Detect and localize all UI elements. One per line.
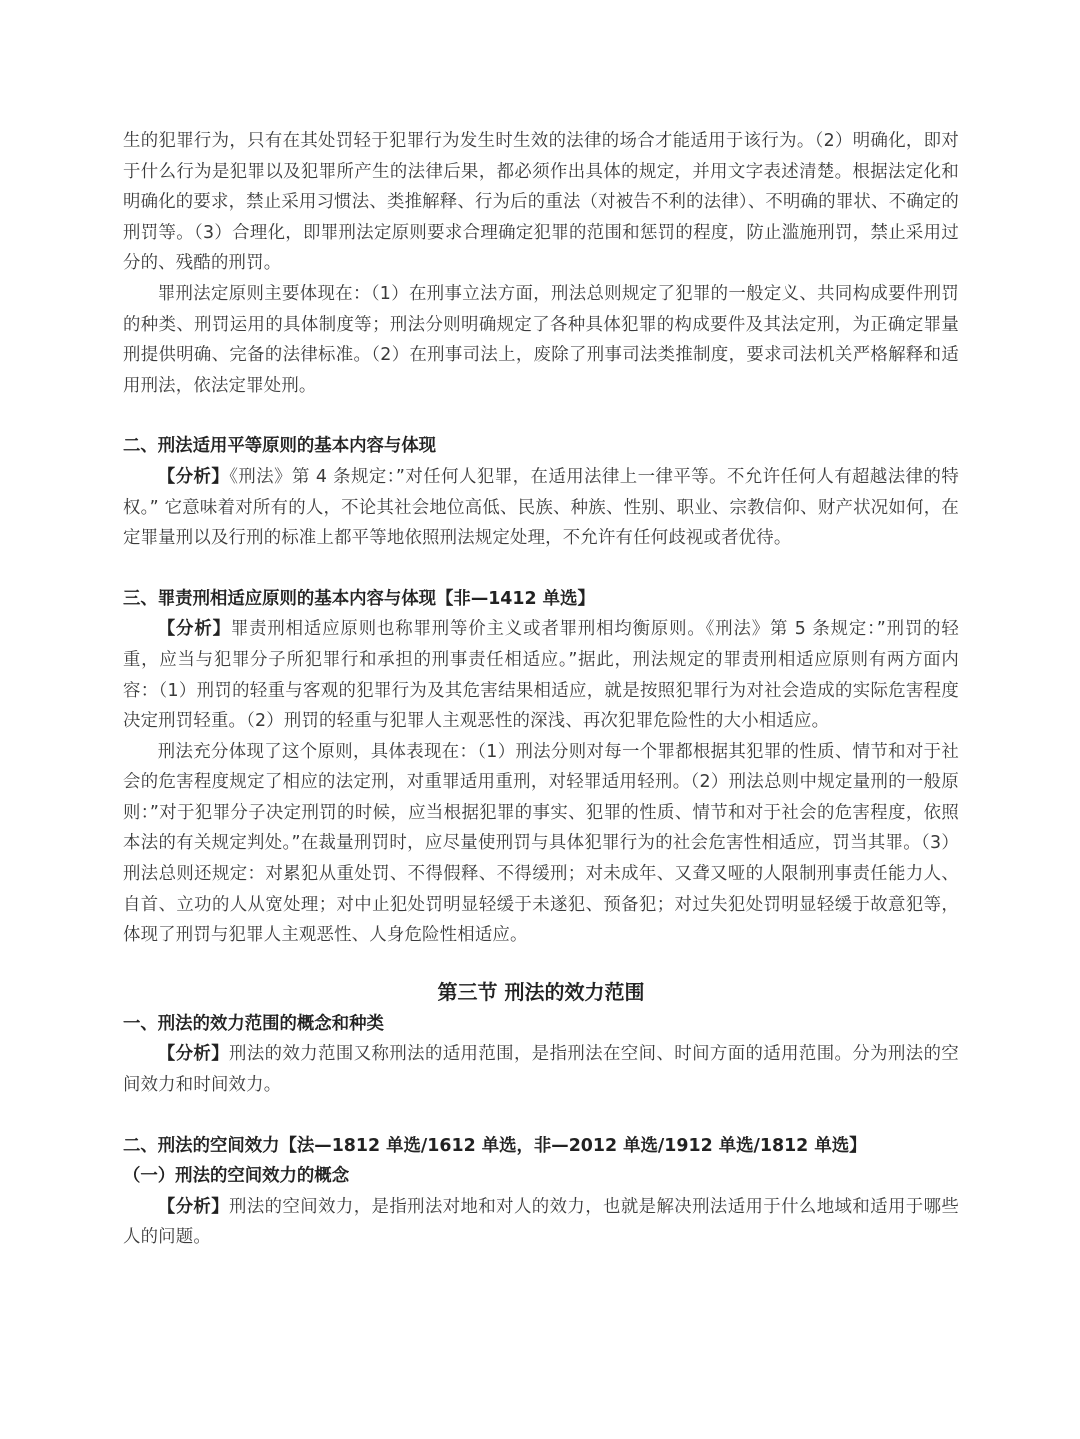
spatial-analysis-paragraph: [123, 1192, 959, 1253]
scope-analysis-text: 刑法的效力范围又称刑法的适用范围，是指刑法在空间、时间方面的适用范围。分为刑法的空间效力和时间效力。: [123, 1044, 959, 1096]
equality-analysis-text: 《刑法》第 4 条规定：”对任何人犯罪，在适用法律上一律平等。不允许任何人有超越法律的特权。” 它意味着对所有的人，不论其社会地位高低、民族、种族、性别、职业、宗教信仰、财产状况如何，在定罪量刑以及行刑的标准上都平等地依照刑法规定处理，不允许有任何歧视或者优待。: [123, 466, 959, 549]
spacer: [123, 951, 959, 975]
spacer: [123, 401, 959, 431]
proportionality-paragraph-2: 刑法充分体现了这个原则，具体表现在：（1）刑法分则对每一个罪都根据其犯罪的性质、情节和对于社会的危害程度规定了相应的法定刑，对重罪适用重刑，对轻罪适用轻刑。（2）刑法总则中规定量刑的一般原则：”对于犯罪分子决定刑罚的时候，应当根据犯罪的事实、犯罪的性质、情节和对于社会的危害程度，依照本法的有关规定判处。”在裁量刑罚时，应尽量使刑罚与具体犯罪行为的社会危害性相适应，罚当其罪。（3）刑法总则还规定：对累犯从重处罚、不得假释、不得缓刑；对未成年、又聋又哑的人限制刑事责任能力人、自首、立功的人从宽处理；对中止犯处罚明显轻缓于未遂犯、预备犯；对过失犯处罚明显轻缓于故意犯等，体现了刑罚与犯罪人主观恶性、人身危险性相适应。: [123, 741, 959, 946]
analysis-tag: 【分析】: [157, 466, 230, 487]
spacer: [123, 1101, 959, 1131]
document-page: [123, 126, 959, 1253]
intro-paragraph-2: 罪刑法定原则主要体现在：（1）在刑事立法方面，刑法总则规定了犯罪的一般定义、共同构成要件刑罚的种类、刑罚运用的具体制度等；刑法分则明确规定了各种具体犯罪的构成要件及其法定刑，为正确定罪量刑提供明确、完备的法律标准。（2）在刑事司法上，废除了刑事司法类推制度，要求司法机关严格解释和适用刑法，依法定罪处刑。: [123, 283, 959, 396]
analysis-tag: 【分析】: [157, 1196, 230, 1217]
equality-analysis-paragraph: [123, 462, 959, 554]
proportionality-analysis-paragraph: [123, 614, 959, 736]
section-heading-proportionality: 三、罪责刑相适应原则的基本内容与体现【非—1412 单选】: [123, 588, 595, 609]
section-heading-equality: 二、刑法适用平等原则的基本内容与体现: [123, 436, 437, 457]
analysis-tag: 【分析】: [157, 619, 231, 640]
spacer: [123, 554, 959, 584]
analysis-tag: 【分析】: [157, 1044, 230, 1065]
section-heading-scope: 一、刑法的效力范围的概念和种类: [123, 1013, 384, 1034]
subsection-heading-spatial-concept: （一）刑法的空间效力的概念: [123, 1166, 350, 1187]
scope-analysis-paragraph: [123, 1039, 959, 1100]
intro-paragraph-1: 生的犯罪行为，只有在其处罚轻于犯罪行为发生时生效的法律的场合才能适用于该行为。（2）明确化，即对于什么行为是犯罪以及犯罪所产生的法律后果，都必须作出具体的规定，并用文字表述清楚。根据法定化和明确化的要求，禁止采用习惯法、类推解释、行为后的重法（对被告不利的法律）、不明确的罪状、不确定的刑罚等。（3）合理化，即罪刑法定原则要求合理确定犯罪的范围和惩罚的程度，防止滥施刑罚，禁止采用过分的、残酷的刑罚。: [123, 131, 959, 274]
proportionality-analysis-text: 罪责刑相适应原则也称罪刑等价主义或者罪刑相均衡原则。《刑法》第 5 条规定：”刑罚的轻重，应当与犯罪分子所犯罪行和承担的刑事责任相适应。”据此，刑法规定的罪责刑相适应原则有两方面内容：（1）刑罚的轻重与客观的犯罪行为及其危害结果相适应，就是按照犯罪行为对社会造成的实际危害程度决定刑罚轻重。（2）刑罚的轻重与犯罪人主观恶性的深浅、再次犯罪危险性的大小相适应。: [123, 619, 959, 732]
section-heading-spatial: 二、刑法的空间效力【法—1812 单选/1612 单选，非—2012 单选/1912 单选/1812 单选】: [123, 1135, 867, 1156]
spatial-analysis-text: 刑法的空间效力，是指刑法对地和对人的效力，也就是解决刑法适用于什么地域和适用于哪些人的问题。: [123, 1196, 959, 1248]
chapter-section-title: 第三节 刑法的效力范围: [437, 979, 645, 1004]
